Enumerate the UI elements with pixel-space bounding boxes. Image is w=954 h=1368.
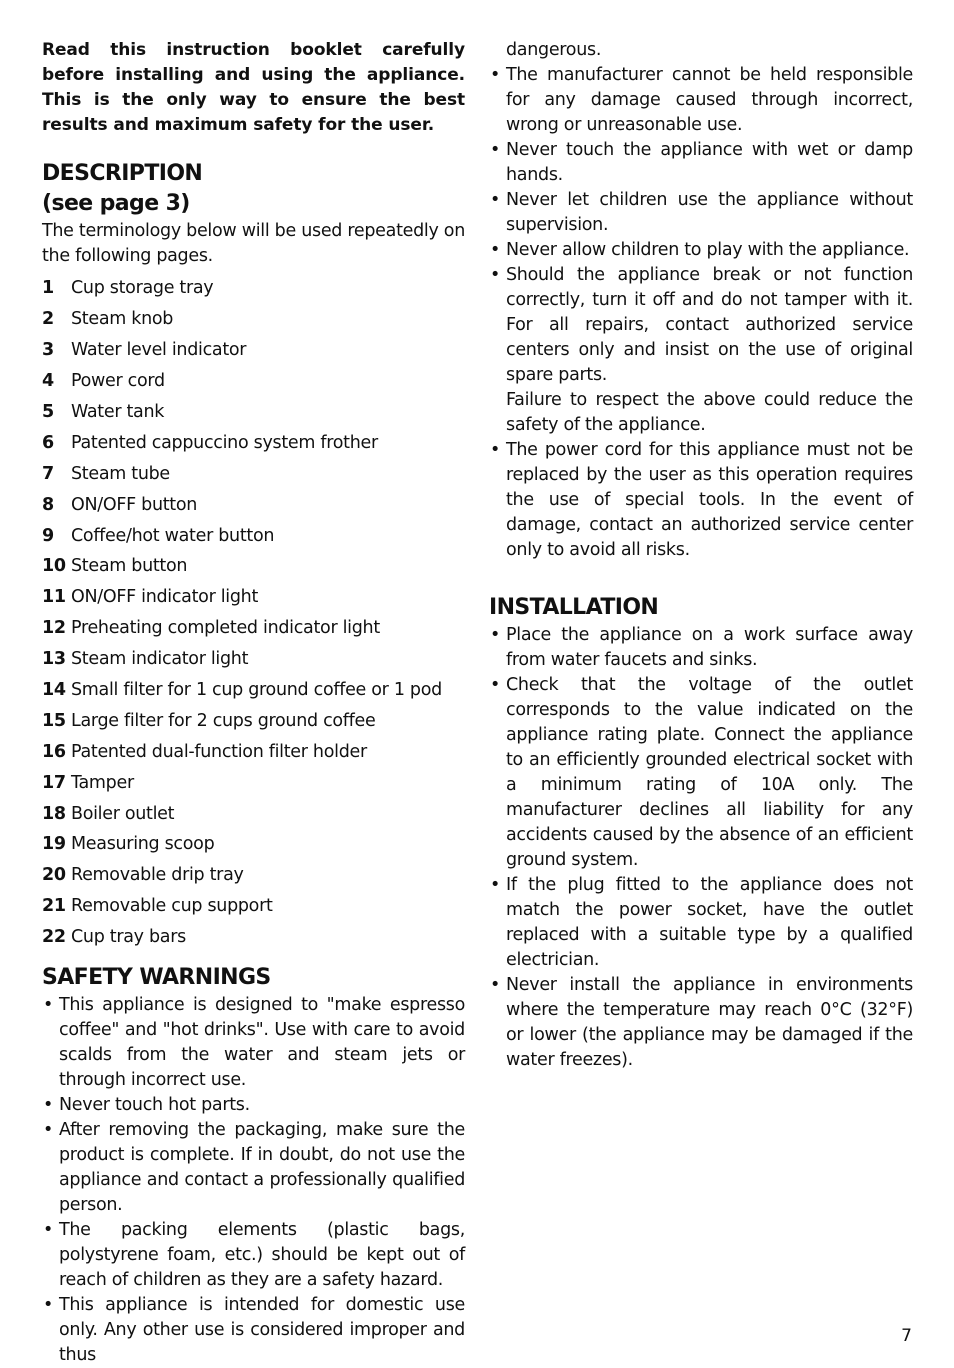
part-number: 8 <box>42 494 54 515</box>
parts-list-item <box>42 613 465 644</box>
part-label: Water tank <box>71 402 165 422</box>
part-label: Patented dual-function filter holder <box>71 741 367 762</box>
part-label: Large filter for 2 cups ground coffee <box>71 710 376 731</box>
bullet-text: Never allow children to play with the appliance. <box>506 240 910 260</box>
parts-list-item <box>42 767 465 798</box>
part-label: Removable drip tray <box>71 865 244 886</box>
continuation-text: dangerous. <box>506 40 602 60</box>
part-number: 10 <box>42 556 66 577</box>
parts-list-item <box>42 736 465 767</box>
bullet-item <box>489 238 913 263</box>
parts-list-item <box>42 891 465 922</box>
part-number: 18 <box>42 803 66 824</box>
bullet-item <box>489 973 913 1073</box>
parts-list-item <box>42 335 465 366</box>
part-number: 14 <box>42 680 66 701</box>
part-number: 3 <box>42 340 54 361</box>
part-number: 5 <box>42 402 54 422</box>
part-number: 6 <box>42 432 54 453</box>
bullet-item <box>42 1293 465 1368</box>
safety-list-left <box>42 993 465 1368</box>
bullet-dot: • <box>490 65 501 85</box>
parts-list-item <box>42 458 465 489</box>
part-number: 16 <box>42 741 66 762</box>
bullet-text: If the plug fitted to the appliance does not match the power socket, have the outlet replaced with a suitable type by a qualified electrician. <box>506 875 913 970</box>
bullet-dot: • <box>43 994 54 1015</box>
bullet-item <box>489 673 913 873</box>
part-label: Steam indicator light <box>71 649 249 670</box>
parts-list-item <box>42 489 465 520</box>
part-label: Water level indicator <box>71 340 247 361</box>
part-label: Removable cup support <box>71 896 273 917</box>
parts-list-item <box>42 829 465 860</box>
right-column <box>489 38 913 1073</box>
parts-list-item <box>42 705 465 736</box>
description-subheading: (see page 3) <box>42 191 190 216</box>
bullet-dot: • <box>490 625 501 645</box>
safety-heading: SAFETY WARNINGS <box>42 964 271 990</box>
part-number: 11 <box>42 587 66 608</box>
bullet-dot: • <box>43 1094 54 1115</box>
parts-list-item <box>42 366 465 397</box>
part-number: 9 <box>42 525 54 546</box>
bullet-dot: • <box>490 240 501 260</box>
bullet-dot: • <box>490 975 501 995</box>
parts-list-item <box>42 860 465 891</box>
part-label: Patented cappuccino system frother <box>71 432 378 453</box>
bullet-text: This appliance is designed to "make espresso coffee" and "hot drinks". Use with care to avoid scalds from the water and steam jets or through incorrect use. <box>59 994 465 1090</box>
bullet-item <box>489 63 913 138</box>
failure-note: Failure to respect the above could reduce the safety of the appliance. <box>506 390 913 435</box>
part-number: 22 <box>42 927 66 948</box>
parts-list-item <box>42 798 465 829</box>
installation-heading: INSTALLATION <box>489 595 659 620</box>
parts-list <box>42 273 465 953</box>
part-number: 13 <box>42 649 66 670</box>
part-number: 21 <box>42 896 66 917</box>
part-label: Power cord <box>71 371 165 392</box>
bullet-text: The packing elements (plastic bags, polystyrene foam, etc.) should be kept out of reach of children as they are a safety hazard. <box>59 1219 465 1290</box>
parts-list-item <box>42 551 465 582</box>
bullet-dot: • <box>490 675 501 695</box>
bullet-item <box>489 873 913 973</box>
bullet-dot: • <box>43 1294 54 1315</box>
bullet-item <box>42 993 465 1093</box>
bullet-dot: • <box>490 875 501 895</box>
intro-paragraph: Read this instruction booklet carefully before installing and using the appliance. This is the only way to ensure the best results and maximum safety for the user. <box>42 40 465 135</box>
page-number: 7 <box>901 1326 912 1346</box>
power-cord-text: The power cord for this appliance must not be replaced by the user as this operation requires the use of special tools. In the event of damage, contact an authorized service center only to avoid all risks. <box>506 440 913 560</box>
failure-note-block <box>489 388 913 438</box>
part-label: Measuring scoop <box>71 834 215 855</box>
bullet-dot: • <box>43 1119 54 1140</box>
part-number: 20 <box>42 865 66 886</box>
part-label: Steam tube <box>71 463 170 484</box>
part-label: Cup tray bars <box>71 927 186 948</box>
parts-list-item <box>42 675 465 706</box>
safety-list-right <box>489 63 913 388</box>
parts-list-item <box>42 273 465 304</box>
bullet-text: Place the appliance on a work surface away from water faucets and sinks. <box>506 625 913 670</box>
parts-list-item <box>42 427 465 458</box>
bullet-text: After removing the packaging, make sure the product is complete. If in doubt, do not use the appliance and contact a professionally qualified person. <box>59 1119 465 1215</box>
bullet-item <box>42 1093 465 1118</box>
installation-list <box>489 623 913 1073</box>
safety-continuation <box>489 38 913 63</box>
bullet-dot: • <box>490 265 501 285</box>
bullet-item <box>489 188 913 238</box>
part-label: Coffee/hot water button <box>71 525 275 546</box>
part-number: 2 <box>42 309 54 330</box>
bullet-item <box>489 263 913 388</box>
part-number: 19 <box>42 834 66 855</box>
part-label: ON/OFF button <box>71 494 198 515</box>
parts-list-item <box>42 304 465 335</box>
description-text: The terminology below will be used repeatedly on the following pages. <box>42 221 465 266</box>
bullet-item <box>42 1218 465 1293</box>
bullet-text: Never install the appliance in environments where the temperature may reach 0°C (32°F) or lower (the appliance may be damaged if the water freezes). <box>506 975 913 1070</box>
part-label: Cup storage tray <box>71 278 214 299</box>
part-label: Steam button <box>71 556 188 577</box>
parts-list-item <box>42 520 465 551</box>
bullet-dot: • <box>490 140 501 160</box>
left-column <box>42 38 465 1368</box>
bullet-text: Should the appliance break or not function correctly, turn it off and do not tamper with it. For all repairs, contact authorized service centers only and insist on the use of original spare parts. <box>506 265 913 385</box>
parts-list-item <box>42 644 465 675</box>
part-number: 15 <box>42 710 66 731</box>
part-label: Steam knob <box>71 309 174 330</box>
power-cord-block <box>489 438 913 563</box>
parts-list-item <box>42 582 465 613</box>
bullet-dot: • <box>490 440 501 460</box>
bullet-item <box>42 1118 465 1218</box>
part-number: 12 <box>42 618 66 639</box>
bullet-text: Check that the voltage of the outlet corresponds to the value indicated on the appliance rating plate. Connect the appliance to an efficiently grounded electrical socket with a minimum rating of 10A only. The manufacturer declines all liability for any accidents caused by the absence of an efficient ground system. <box>506 675 913 870</box>
part-number: 7 <box>42 463 54 484</box>
part-label: Preheating completed indicator light <box>71 618 380 639</box>
part-number: 4 <box>42 371 54 392</box>
bullet-dot: • <box>490 190 501 210</box>
parts-list-item <box>42 397 465 428</box>
part-label: Small filter for 1 cup ground coffee or 1 pod <box>71 680 442 701</box>
bullet-text: The manufacturer cannot be held responsible for any damage caused through incorrect, wrong or unreasonable use. <box>506 65 913 135</box>
part-number: 1 <box>42 278 54 299</box>
part-label: ON/OFF indicator light <box>71 587 259 608</box>
parts-list-item <box>42 922 465 953</box>
bullet-item <box>489 623 913 673</box>
bullet-dot: • <box>43 1219 54 1240</box>
part-label: Tamper <box>71 772 134 793</box>
bullet-text: Never touch the appliance with wet or damp hands. <box>506 140 913 185</box>
bullet-text: Never let children use the appliance without supervision. <box>506 190 913 235</box>
bullet-text: Never touch hot parts. <box>59 1094 250 1115</box>
part-number: 17 <box>42 772 66 793</box>
bullet-item <box>489 138 913 188</box>
bullet-text: This appliance is intended for domestic use only. Any other use is considered improper and thus <box>59 1294 465 1365</box>
description-heading: DESCRIPTION <box>42 161 203 186</box>
part-label: Boiler outlet <box>71 803 175 824</box>
